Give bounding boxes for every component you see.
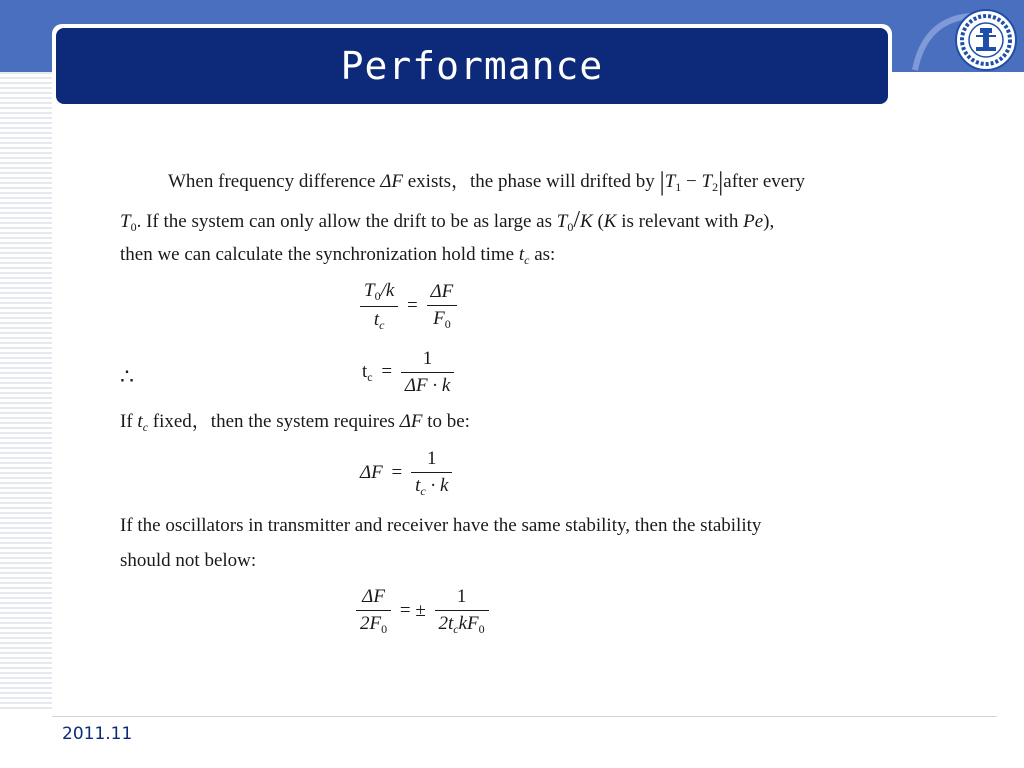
title-bar [52, 24, 892, 108]
fraction-lhs [356, 586, 391, 637]
math-subscript: 1 [675, 180, 682, 194]
paragraph-line-2 [120, 208, 774, 239]
math-over-k: /k [380, 280, 395, 301]
footer-date: 2011.11 [62, 724, 133, 744]
equals-sign: = [381, 360, 393, 382]
fraction-rhs [401, 348, 454, 397]
math-subscript: c [367, 369, 373, 384]
math-f0: F [433, 308, 445, 329]
numerator: 1 [411, 448, 453, 473]
math-t1: T [664, 171, 676, 192]
text-segment: to be: [422, 411, 470, 432]
paragraph-2 [120, 410, 470, 439]
math-subscript: c [453, 622, 459, 636]
math-subscript: c [420, 484, 426, 498]
math-subscript: 0 [444, 317, 451, 331]
equation-1 [360, 280, 457, 333]
denominator: ΔF · k [404, 375, 451, 396]
text-segment: then we can calculate the synchronization hold time [120, 244, 519, 265]
math-t: t [415, 475, 421, 496]
university-seal-icon [954, 8, 1018, 72]
math-t0: T [120, 211, 131, 232]
text-segment: ), [763, 211, 775, 232]
footer-divider [52, 716, 997, 717]
text-segment: If [120, 411, 138, 432]
text-segment: is relevant with [616, 211, 744, 232]
math-delta-f: ΔF [399, 411, 423, 432]
math-t: t [373, 309, 380, 330]
math-subscript: 2 [712, 180, 719, 194]
math-subscript: 0 [567, 220, 574, 234]
text-segment: fixed，then the system requires [148, 411, 400, 432]
title-panel [56, 28, 888, 104]
equals-sign: = [391, 461, 403, 483]
math-delta-f: ΔF [380, 171, 403, 192]
math-dot-k: · k [425, 475, 449, 496]
paragraph-line-1 [168, 167, 806, 199]
paragraph-line-3 [120, 243, 555, 272]
fraction-rhs [435, 586, 489, 637]
math-t2: T [701, 171, 713, 192]
therefore-symbol: ∴ [120, 364, 134, 389]
text-segment: . If the system can only allow the drift to be as large as [136, 211, 557, 232]
math-subscript: 0 [374, 289, 381, 303]
equation-2 [362, 348, 454, 397]
math-2f: 2F [360, 613, 382, 634]
math-subscript: c [524, 253, 530, 267]
math-subscript: 0 [381, 622, 388, 636]
math-t: t [137, 411, 143, 432]
slide-title: Performance [340, 44, 604, 88]
math-delta-f: ΔF [360, 461, 383, 483]
left-stripe-decoration [0, 72, 52, 712]
math-abs-bar: | [718, 167, 724, 196]
paragraph-3-line-2: should not below: [120, 550, 257, 571]
math-abs-bar: | [659, 167, 665, 196]
text-segment: as: [529, 244, 556, 265]
math-pe: Pe [743, 211, 764, 232]
math-subscript: 0 [478, 622, 485, 636]
math-delta-f: ΔF [427, 281, 458, 306]
equals-plus-minus: = ± [399, 599, 426, 621]
fraction-rhs [411, 448, 453, 499]
math-minus: − [681, 171, 702, 192]
math-subscript: c [142, 420, 149, 434]
math-t0: T [364, 280, 375, 301]
equation-4 [356, 586, 489, 637]
math-subscript: 0 [130, 220, 137, 234]
math-delta-f: ΔF [356, 586, 391, 611]
math-t0: T [556, 211, 568, 232]
paragraph-3-line-1: If the oscillators in transmitter and receiver have the same stability, then the stability [120, 515, 762, 536]
text-segment: after every [723, 171, 806, 192]
math-t: t [362, 360, 368, 382]
math-2t: 2t [438, 613, 454, 634]
fraction-lhs [360, 280, 398, 333]
math-k: K [580, 211, 593, 232]
text-segment: exists，the phase will drifted by [403, 171, 660, 192]
text-segment: When frequency difference [168, 171, 381, 192]
numerator: 1 [435, 586, 489, 611]
math-subscript: c [379, 318, 385, 332]
equals-sign: = [407, 294, 418, 316]
math-k: K [603, 211, 617, 232]
math-slash: / [573, 207, 580, 233]
math-t: t [518, 244, 525, 265]
text-segment: ( [592, 211, 604, 232]
math-kf: kF [458, 613, 479, 634]
fraction-rhs [427, 281, 458, 332]
equation-3 [360, 448, 452, 499]
numerator: 1 [401, 348, 454, 373]
